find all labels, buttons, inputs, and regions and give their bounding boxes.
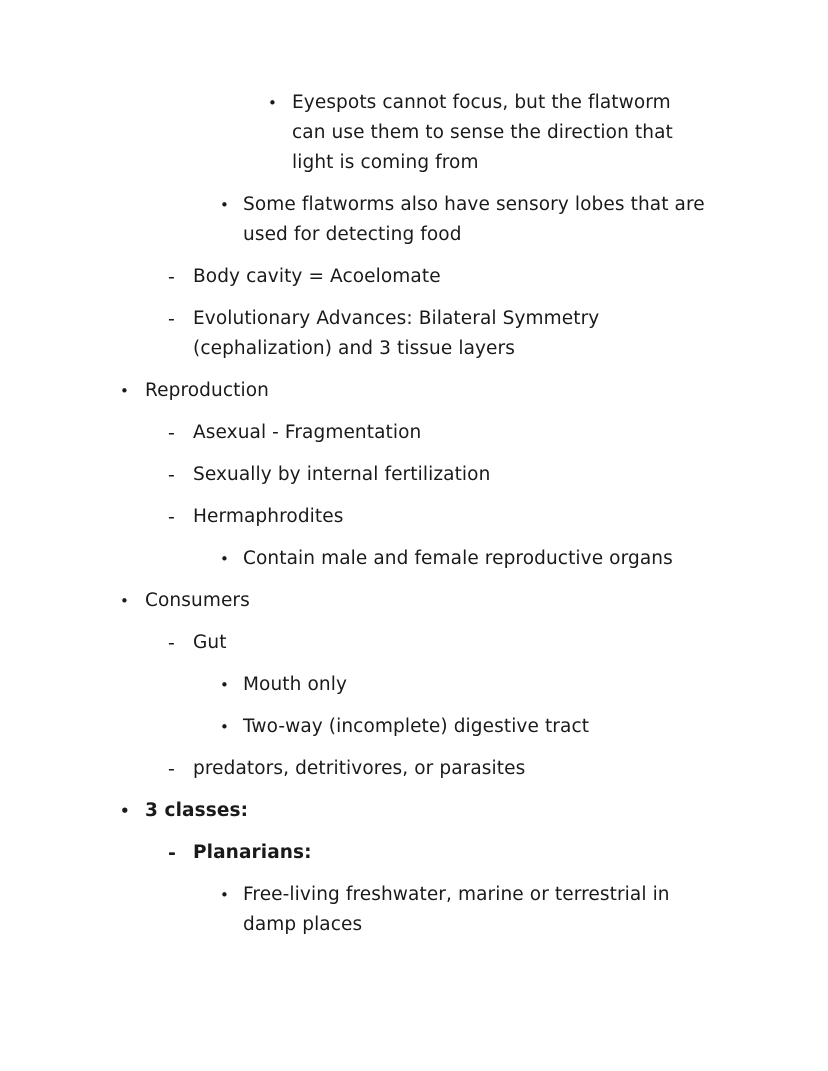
outline-item-text: Mouth only <box>243 674 347 695</box>
outline-item <box>0 502 828 532</box>
dot-bullet-icon: • <box>220 196 229 214</box>
dot-bullet-icon: • <box>120 802 130 820</box>
dot-bullet-icon: • <box>220 718 229 736</box>
outline-item <box>0 460 828 490</box>
outline-item <box>0 304 828 364</box>
outline-item-text: Contain male and female reproductive organs <box>243 548 673 569</box>
outline-item-text: Gut <box>193 632 227 653</box>
dash-bullet-icon: - <box>168 758 175 780</box>
dot-bullet-icon: • <box>220 550 229 568</box>
outline-item-text: Reproduction <box>145 380 269 401</box>
outline-item-text: Consumers <box>145 590 250 611</box>
outline-item-text: Hermaphrodites <box>193 506 344 527</box>
outline-list <box>0 88 828 952</box>
outline-item <box>0 88 828 178</box>
outline-item-text: Sexually by internal fertilization <box>193 464 491 485</box>
outline-item <box>0 190 828 250</box>
dash-bullet-icon: - <box>168 842 176 864</box>
dash-bullet-icon: - <box>168 422 175 444</box>
outline-item-text: Two-way (incomplete) digestive tract <box>243 716 590 737</box>
outline-item-text: Some flatworms also have sensory lobes that are used for detecting food <box>243 194 705 245</box>
outline-item-text: Asexual - Fragmentation <box>193 422 422 443</box>
outline-item <box>0 262 828 292</box>
dash-bullet-icon: - <box>168 506 175 528</box>
outline-item-text: Planarians: <box>193 842 312 863</box>
outline-item <box>0 418 828 448</box>
outline-item <box>0 754 828 784</box>
outline-item-text: Eyespots cannot focus, but the flatworm can use them to sense the direction that light is coming from <box>292 92 673 173</box>
dash-bullet-icon: - <box>168 464 175 486</box>
dot-bullet-icon: • <box>268 94 277 112</box>
outline-item <box>0 628 828 658</box>
outline-item <box>0 796 828 826</box>
dash-bullet-icon: - <box>168 266 175 288</box>
outline-item-text: 3 classes: <box>145 800 249 821</box>
outline-item <box>0 880 828 940</box>
dash-bullet-icon: - <box>168 308 175 330</box>
outline-item <box>0 670 828 700</box>
outline-item <box>0 544 828 574</box>
dot-bullet-icon: • <box>120 592 129 610</box>
outline-item-text: Evolutionary Advances: Bilateral Symmetry (cephalization) and 3 tissue layers <box>193 308 600 359</box>
outline-item-text: predators, detritivores, or parasites <box>193 758 526 779</box>
outline-item-text: Free-living freshwater, marine or terrestrial in damp places <box>243 884 670 935</box>
dot-bullet-icon: • <box>120 382 129 400</box>
outline-item-text: Body cavity = Acoelomate <box>193 266 441 287</box>
outline-item <box>0 838 828 868</box>
outline-item <box>0 376 828 406</box>
dash-bullet-icon: - <box>168 632 175 654</box>
outline-item <box>0 712 828 742</box>
dot-bullet-icon: • <box>220 886 229 904</box>
outline-item <box>0 586 828 616</box>
dot-bullet-icon: • <box>220 676 229 694</box>
